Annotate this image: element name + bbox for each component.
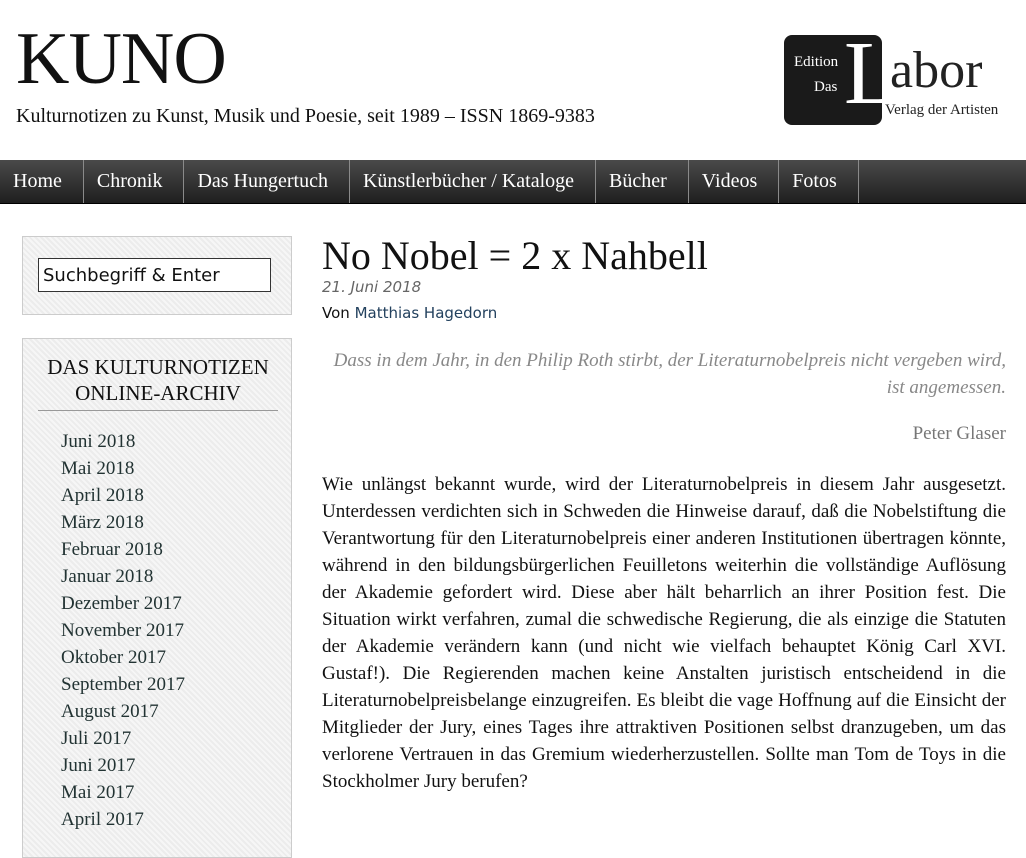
epigraph-source: Peter Glaser [912, 423, 1006, 444]
archive-link[interactable]: Juni 2018 [61, 431, 136, 452]
site-title[interactable]: KUNO [16, 18, 226, 100]
nav-kuenstlerbuecher-kataloge[interactable]: Künstlerbücher / Kataloge [350, 160, 596, 203]
logo-das-text: Das [814, 79, 838, 95]
archive-link[interactable]: September 2017 [61, 674, 186, 695]
archive-link[interactable]: April 2018 [61, 485, 144, 506]
logo-l-text: L [844, 24, 899, 123]
search-input[interactable] [38, 258, 271, 292]
archive-list [61, 428, 185, 833]
author-link[interactable]: Matthias Hagedorn [354, 304, 498, 322]
archive-link[interactable]: März 2018 [61, 512, 144, 533]
archive-link[interactable]: Februar 2018 [61, 539, 163, 560]
nav-das-hungertuch[interactable]: Das Hungertuch [184, 160, 350, 203]
nav-home[interactable]: Home [0, 160, 84, 203]
epigraph-quote: Dass in dem Jahr, in den Philip Roth stirbt, der Literaturnobelpreis nicht vergeben wird, ist angemessen. [333, 350, 1006, 398]
article-body: Wie unlängst bekannt wurde, wird der Literaturnobelpreis in diesem Jahr ausgesetzt. Unterdessen verdichten sich in Schweden die Hinweise darauf, daß die Nobelstiftung die Verantwortung für den Literaturnobelpreis einer anderen Institutionen übertragen könnte, während in den bildungsbürgerlichen Feuilletons weiterhin die vollständige Auflösung der Akademie gefordert wird. Diese aber hält beharrlich an ihrer Position fest. Die Situation wirkt verfahren, zumal die schwedische Regierung, die als einzige die Statuten der Akademie verändern kann (und nicht wie vielfach behauptet König Carl XVI. Gustaf!). Die Regierenden machen keine Anstalten juristisch entscheidend in die Literaturnobelpreisbelange einzugreifen. Es bleibt die vage Hoffnung auf die Einsicht der Mitglieder der Jury, eines Tages ihre attraktiven Positionen selbst dranzugeben, um das verlorene Vertrauen in das Gremium wiederherzustellen. Sollte man Tom de Toys in die Stockholmer Jury berufen? [322, 474, 1006, 792]
archive-link[interactable]: Mai 2018 [61, 458, 135, 479]
nav-buecher[interactable]: Bücher [596, 160, 689, 203]
search-widget [22, 236, 292, 315]
author-prefix: Von [322, 304, 350, 322]
archive-link[interactable]: August 2017 [61, 701, 159, 722]
logo-box [784, 24, 899, 125]
article [322, 230, 1006, 795]
archive-link[interactable]: Januar 2018 [61, 566, 154, 587]
archive-link[interactable]: April 2017 [61, 809, 144, 830]
site-header [0, 0, 1026, 160]
post-title[interactable]: No Nobel = 2 x Nahbell [322, 233, 708, 278]
post-byline [322, 304, 1006, 322]
archive-link[interactable]: Juli 2017 [61, 728, 132, 749]
logo-abor-text: abor [890, 42, 983, 99]
edition-das-labor-logo[interactable] [784, 24, 1014, 127]
nav-videos[interactable]: Videos [689, 160, 779, 203]
logo-edition-text: Edition [794, 54, 839, 70]
post-date: 21. Juni 2018 [322, 278, 422, 296]
nav-fotos[interactable]: Fotos [779, 160, 858, 203]
site-tagline: Kulturnotizen zu Kunst, Musik und Poesie, seit 1989 – ISSN 1869-9383 [16, 105, 595, 127]
archive-title: DAS KULTURNOTIZEN ONLINE-ARCHIV [38, 354, 278, 411]
archive-link[interactable]: November 2017 [61, 620, 184, 641]
archive-link[interactable]: Oktober 2017 [61, 647, 167, 668]
archive-widget [22, 338, 292, 858]
nav-chronik[interactable]: Chronik [84, 160, 185, 203]
logo-verlag-text: Verlag der Artisten [885, 102, 999, 118]
main-nav [0, 160, 1026, 204]
archive-link[interactable]: Juni 2017 [61, 755, 136, 776]
archive-link[interactable]: Mai 2017 [61, 782, 135, 803]
archive-link[interactable]: Dezember 2017 [61, 593, 182, 614]
